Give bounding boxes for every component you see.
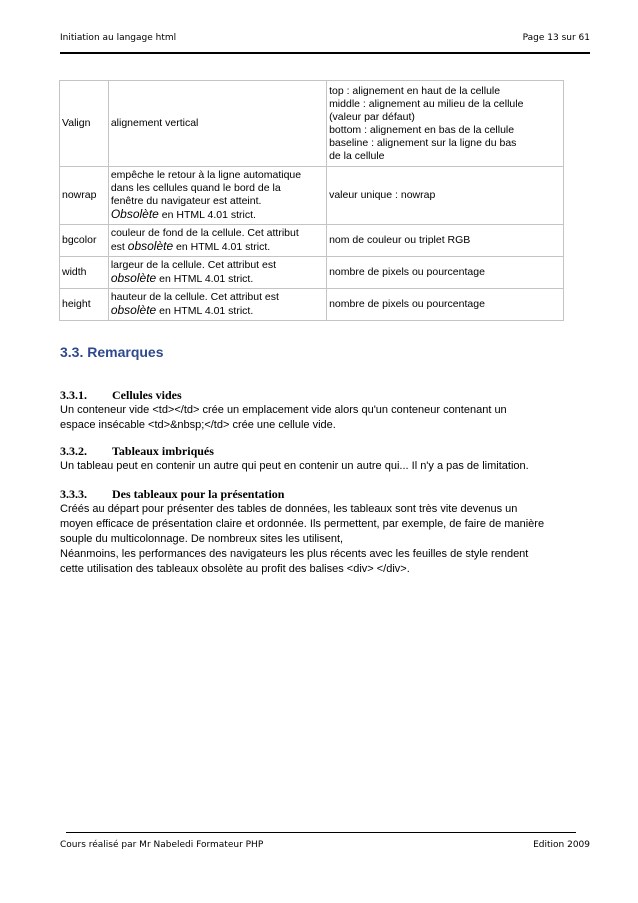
description-line: fenêtre du navigateur est atteint.	[110, 195, 262, 207]
attribute-description	[108, 257, 326, 289]
obsolete-word: Obsolète	[110, 207, 159, 221]
description-line: largeur de la cellule. Cet attribut est	[110, 259, 276, 271]
footer-divider	[66, 832, 576, 833]
attribute-name: height	[60, 289, 109, 321]
paragraph-line: espace insécable <td>&nbsp;</td> crée une cellule vide.	[60, 419, 336, 431]
obsolete-note	[111, 272, 324, 286]
attribute-name: width	[60, 257, 109, 289]
value-line: de la cellule	[329, 149, 385, 162]
footer-author: Cours réalisé par Mr Nabeledi Formateur PHP	[60, 840, 264, 850]
paragraph-line: Un tableau peut en contenir un autre qui peut en contenir un autre qui... Il n'y a pas de limitation.	[60, 460, 529, 472]
attribute-values	[327, 289, 564, 321]
value-line: nombre de pixels ou pourcentage	[329, 298, 485, 310]
subsection-number: 3.3.2.	[60, 444, 87, 458]
value-line: nombre de pixels ou pourcentage	[329, 266, 485, 278]
obsolete-prefix: est	[110, 241, 128, 253]
value-line: (valeur par défaut)	[329, 110, 415, 123]
value-line: valeur unique : nowrap	[329, 189, 436, 201]
obsolete-word: obsolète	[127, 239, 174, 253]
obsolete-rest: en HTML 4.01 strict.	[156, 305, 254, 317]
table-row	[60, 81, 564, 167]
value-line: nom de couleur ou triplet RGB	[329, 234, 471, 246]
subsection-number: 3.3.1.	[60, 388, 87, 402]
paragraph	[60, 403, 580, 433]
header-divider	[60, 52, 590, 54]
obsolete-note	[111, 304, 324, 318]
description-line: hauteur de la cellule. Cet attribut est	[110, 291, 279, 303]
paragraph-line: moyen efficace de présentation claire et ordonnée. Ils permettent, par exemple, de faire de manière	[60, 518, 545, 530]
obsolete-rest: en HTML 4.01 strict.	[158, 209, 256, 221]
obsolete-rest: en HTML 4.01 strict.	[173, 241, 271, 253]
subsection-number: 3.3.3.	[60, 487, 87, 501]
section-heading: 3.3. Remarques	[60, 344, 164, 360]
paragraph	[60, 459, 580, 474]
subsection-heading	[60, 487, 284, 502]
attribute-name: Valign	[60, 81, 109, 167]
description-line: empêche le retour à la ligne automatique	[110, 169, 302, 181]
table-row	[60, 225, 564, 257]
description-line: alignement vertical	[110, 117, 199, 129]
paragraph-line: Créés au départ pour présenter des tables de données, les tableaux sont très vite devenus un	[60, 503, 518, 515]
paragraph-line: cette utilisation des tableaux obsolète au profit des balises <div> </div>.	[60, 563, 410, 575]
attribute-values	[327, 225, 564, 257]
obsolete-note	[111, 240, 324, 254]
paragraph-line: Un conteneur vide <td></td> crée un emplacement vide alors qu'un conteneur contenant un	[60, 404, 507, 416]
paragraph	[60, 502, 580, 577]
obsolete-word: obsolète	[110, 271, 157, 285]
attribute-values	[327, 167, 564, 225]
value-line: middle : alignement au milieu de la cellule	[329, 97, 524, 110]
attribute-name: nowrap	[60, 167, 109, 225]
value-line: baseline : alignement sur la ligne du bas	[329, 136, 517, 149]
attribute-name: bgcolor	[60, 225, 109, 257]
attribute-values	[327, 81, 564, 167]
page-header	[60, 30, 590, 48]
obsolete-note	[111, 208, 324, 222]
attribute-description	[108, 289, 326, 321]
obsolete-word: obsolète	[110, 303, 157, 317]
paragraph-line: Néanmoins, les performances des navigateurs les plus récents avec les feuilles de style rendent	[60, 548, 529, 560]
page-number: Page 13 sur 61	[522, 33, 590, 43]
attribute-description	[108, 225, 326, 257]
obsolete-rest: en HTML 4.01 strict.	[156, 273, 254, 285]
subsection-title: Cellules vides	[112, 388, 182, 402]
subsection-title: Des tableaux pour la présentation	[112, 487, 285, 501]
value-line: bottom : alignement en bas de la cellule	[329, 123, 515, 136]
footer-edition: Edition 2009	[533, 840, 590, 850]
page-footer	[60, 838, 590, 854]
table-row	[60, 289, 564, 321]
description-line: couleur de fond de la cellule. Cet attribut	[110, 227, 299, 239]
value-line: top : alignement en haut de la cellule	[329, 84, 501, 97]
attributes-table	[59, 80, 564, 321]
description-line: dans les cellules quand le bord de la	[110, 182, 281, 194]
attribute-description	[108, 167, 326, 225]
table-row	[60, 167, 564, 225]
subsection-heading	[60, 388, 182, 403]
attribute-values	[327, 257, 564, 289]
table-row	[60, 257, 564, 289]
subsection-heading	[60, 444, 214, 459]
attribute-description	[108, 81, 326, 167]
document-title: Initiation au langage html	[60, 33, 177, 43]
subsection-title: Tableaux imbriqués	[112, 444, 214, 458]
paragraph-line: souple du multicolonnage. De nombreux sites les utilisent,	[60, 533, 344, 545]
